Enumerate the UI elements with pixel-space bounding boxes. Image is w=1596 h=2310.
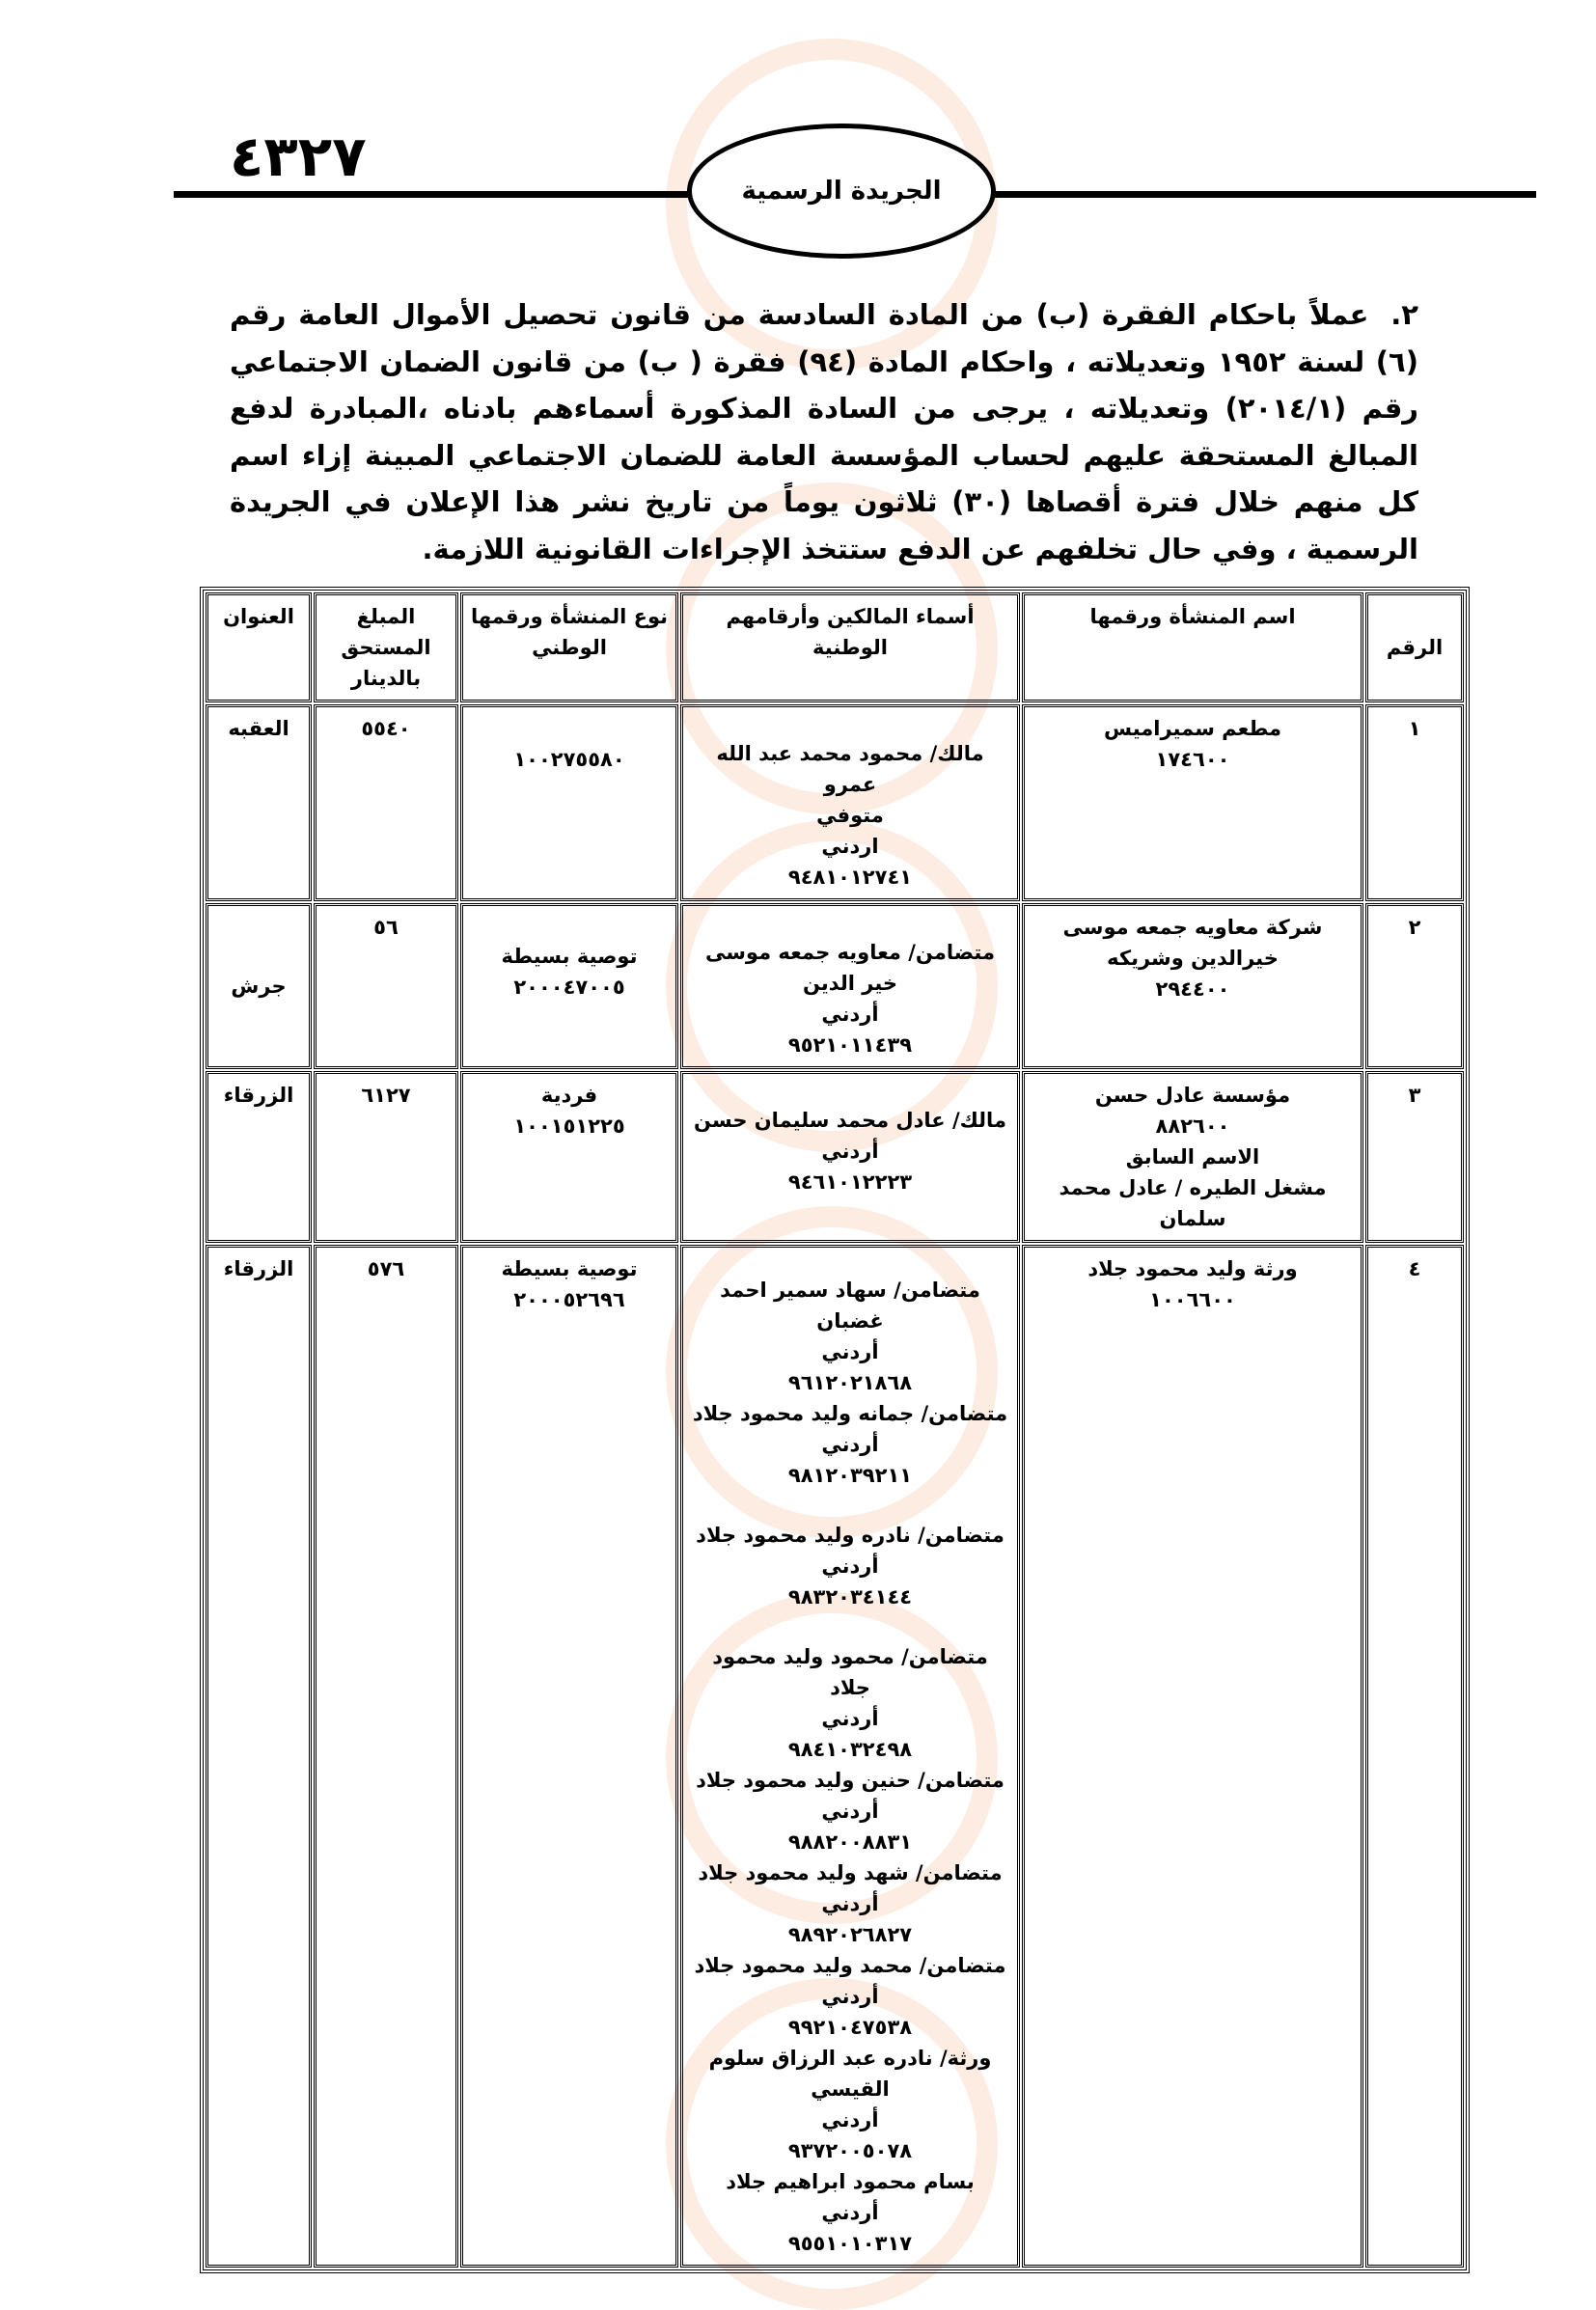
owner-entry: [689, 1520, 1011, 1612]
owner-national-id: ٩٨٨٢٠٠٨٨٣١: [787, 1830, 913, 1854]
owner-entry: [689, 1641, 1011, 1765]
owner-line: أردني: [821, 1433, 879, 1456]
gazette-title-badge: [687, 124, 996, 259]
owner-national-id: ٩٨٩٢٠٢٦٨٢٧: [787, 1923, 913, 1946]
establishment-line: الاسم السابق: [1125, 1145, 1260, 1169]
owner-line: أردني: [821, 1985, 879, 2008]
table-header-row: [206, 592, 1464, 702]
amount-cell: ٥٦: [314, 903, 458, 1069]
establishment-line: ٨٨٢٦٠٠: [1155, 1114, 1230, 1138]
amount-cell: ٥٧٦: [314, 1245, 458, 2268]
row-number: ٤: [1365, 1245, 1464, 2268]
owner-national-id: ٩٥٢١٠١١٤٣٩: [787, 1033, 913, 1057]
address-cell: جرش: [206, 903, 312, 1069]
owner-line: متضامن/ محمد وليد محمود جلاد: [694, 1954, 1006, 1977]
establishment-line: ورثة وليد محمود جلاد: [1087, 1257, 1298, 1280]
owners-cell: [680, 1245, 1020, 2268]
owner-national-id: ٩٦١٢٠٢١٨٦٨: [787, 1371, 913, 1394]
owner-entry: [689, 2043, 1011, 2166]
owner-line: متضامن/ حنين وليد محمود جلاد: [696, 1769, 1004, 1792]
amount-cell: ٥٥٤٠: [314, 704, 458, 901]
establishment-line: مشغل الطيره / عادل محمد سلمان: [1059, 1176, 1327, 1230]
item-number: ٢.: [1390, 298, 1418, 331]
owner-entry: [689, 1950, 1011, 2043]
debtors-table: [200, 587, 1470, 2273]
owners-cell: [680, 704, 1020, 901]
gazette-title: الجريدة الرسمية: [741, 177, 942, 206]
table-row: [206, 1071, 1464, 1243]
header-address: العنوان: [206, 592, 312, 702]
type-cell: [460, 903, 678, 1069]
address-cell: العقبه: [206, 704, 312, 901]
owner-national-id: ٩٥٥١٠١٠٣١٧: [787, 2232, 913, 2255]
owner-line: متضامن/ نادره وليد محمود جلاد: [696, 1524, 1004, 1547]
owner-entry: [689, 1105, 1011, 1197]
establishment-line: ١٧٤٦٠٠: [1155, 748, 1230, 771]
establishment-type: فردية: [540, 1084, 598, 1107]
owner-entry: [689, 2166, 1011, 2259]
table-row: [206, 704, 1464, 901]
owner-entry: [689, 1398, 1011, 1491]
header-owners: أسماء المالكين وأرقامهم الوطنية: [680, 592, 1020, 702]
establishment-national-id: ٢٠٠٠٤٧٠٠٥: [513, 976, 625, 999]
establishment-type: توصية بسيطة: [501, 1257, 638, 1280]
owner-entry: [689, 1857, 1011, 1950]
establishment-line: خيرالدين وشريكه: [1107, 947, 1279, 970]
owner-line: أردني: [821, 2201, 879, 2224]
owners-cell: [680, 1071, 1020, 1243]
owner-line: أردني: [821, 1707, 879, 1730]
header-type: نوع المنشأة ورقمها الوطني: [460, 592, 678, 702]
establishment-line: مطعم سميراميس: [1104, 717, 1281, 740]
intro-paragraph: [230, 291, 1418, 572]
address-cell: الزرقاء: [206, 1071, 312, 1243]
row-number: ٣: [1365, 1071, 1464, 1243]
owner-national-id: ٩٤٦١٠١٢٢٢٣: [787, 1170, 913, 1194]
establishment-national-id: ١٠٠٢٧٥٥٨٠: [513, 748, 625, 771]
owner-line: أردني: [821, 1800, 879, 1823]
establishment-type: توصية بسيطة: [501, 945, 638, 968]
owner-entry: [689, 738, 1011, 893]
table-row: [206, 903, 1464, 1069]
owner-line: متضامن/ شهد وليد محمود جلاد: [698, 1861, 1003, 1884]
owner-national-id: ٩٩٢١٠٤٧٥٣٨: [787, 2016, 913, 2039]
amount-cell: ٦١٢٧: [314, 1071, 458, 1243]
owner-national-id: ٩٨٣٢٠٣٤١٤٤: [787, 1585, 913, 1609]
type-cell: [460, 1071, 678, 1243]
row-number: ٢: [1365, 903, 1464, 1069]
header-establishment: اسم المنشأة ورقمها: [1022, 592, 1363, 702]
owner-national-id: ٩٤٨١٠١٢٧٤١: [787, 866, 913, 889]
owner-line: متضامن/ سهاد سمير احمد غضبان: [720, 1279, 980, 1333]
header-amount: المبلغ المستحق بالدينار: [314, 592, 458, 702]
owner-line: مالك/ محمود محمد عبد الله عمرو: [716, 742, 984, 796]
owner-entry: [689, 1275, 1011, 1398]
owner-line: ورثة/ نادره عبد الرزاق سلوم القيسي: [708, 2047, 992, 2101]
row-number: ١: [1365, 704, 1464, 901]
establishment-national-id: ١٠٠١٥١٢٢٥: [513, 1114, 625, 1138]
owner-line: متضامن/ معاويه جمعه موسى خير الدين: [705, 941, 995, 995]
establishment-line: مؤسسة عادل حسن: [1094, 1084, 1291, 1107]
establishment-cell: [1022, 704, 1363, 901]
header-number: الرقم: [1365, 592, 1464, 702]
owner-entry: [689, 937, 1011, 1060]
table-row: [206, 1245, 1464, 2268]
owner-line: أردني: [821, 1554, 879, 1578]
owner-line: أردني: [821, 2108, 879, 2131]
establishment-cell: [1022, 1071, 1363, 1243]
type-cell: [460, 704, 678, 901]
page-number: ٤٣٢٧: [230, 124, 367, 189]
owner-line: متوفي: [816, 804, 884, 827]
owner-line: بسام محمود ابراهيم جلاد: [726, 2170, 975, 2193]
establishment-line: ٢٩٤٤٠٠: [1155, 977, 1230, 1001]
establishment-line: شركة معاويه جمعه موسى: [1062, 916, 1323, 939]
owner-line: مالك/ عادل محمد سليمان حسن: [694, 1109, 1006, 1132]
owners-cell: [680, 903, 1020, 1069]
owner-line: أردني: [821, 1892, 879, 1915]
owner-line: اردني: [821, 835, 879, 858]
establishment-cell: [1022, 903, 1363, 1069]
establishment-type: [469, 713, 670, 744]
owner-national-id: ٩٣٧٢٠٠٥٠٧٨: [787, 2139, 913, 2162]
owner-line: متضامن/ جمانه وليد محمود جلاد: [692, 1402, 1008, 1425]
owner-line: أردني: [821, 1140, 879, 1163]
type-cell: [460, 1245, 678, 2268]
establishment-national-id: ٢٠٠٠٥٢٦٩٦: [513, 1288, 625, 1311]
establishment-line: ١٠٠٦٦٠٠: [1149, 1288, 1236, 1311]
establishment-cell: [1022, 1245, 1363, 2268]
owner-line: أردني: [821, 1003, 879, 1026]
owner-line: أردني: [821, 1340, 879, 1363]
owner-entry: [689, 1765, 1011, 1857]
owner-national-id: ٩٨١٢٠٣٩٢١١: [787, 1464, 913, 1487]
owner-line: متضامن/ محمود وليد محمود جلاد: [712, 1645, 988, 1699]
address-cell: الزرقاء: [206, 1245, 312, 2268]
intro-text: عملاً باحكام الفقرة (ب) من المادة السادسة من قانون تحصيل الأموال العامة رقم (٦) لسنة ١٩٥٢ وتعديلاته ، واحكام المادة (٩٤) فقرة ( ب) من قانون الضمان الاجتماعي رقم (٢٠١٤/١) وتعديلاته ، يرجى من السادة المذكورة أسماءهم بادناه ،المبادرة لدفع المبالغ المستحقة عليهم لحساب المؤسسة العامة للضمان الاجتماعي المبينة إزاء اسم كل منهم خلال فترة أقصاها (٣٠) ثلاثون يوماً من تاريخ نشر هذا الإعلان في الجريدة الرسمية ، وفي حال تخلفهم عن الدفع ستتخذ الإجراءات القانونية اللازمة.: [230, 298, 1418, 565]
owner-national-id: ٩٨٤١٠٣٢٤٩٨: [787, 1738, 913, 1761]
